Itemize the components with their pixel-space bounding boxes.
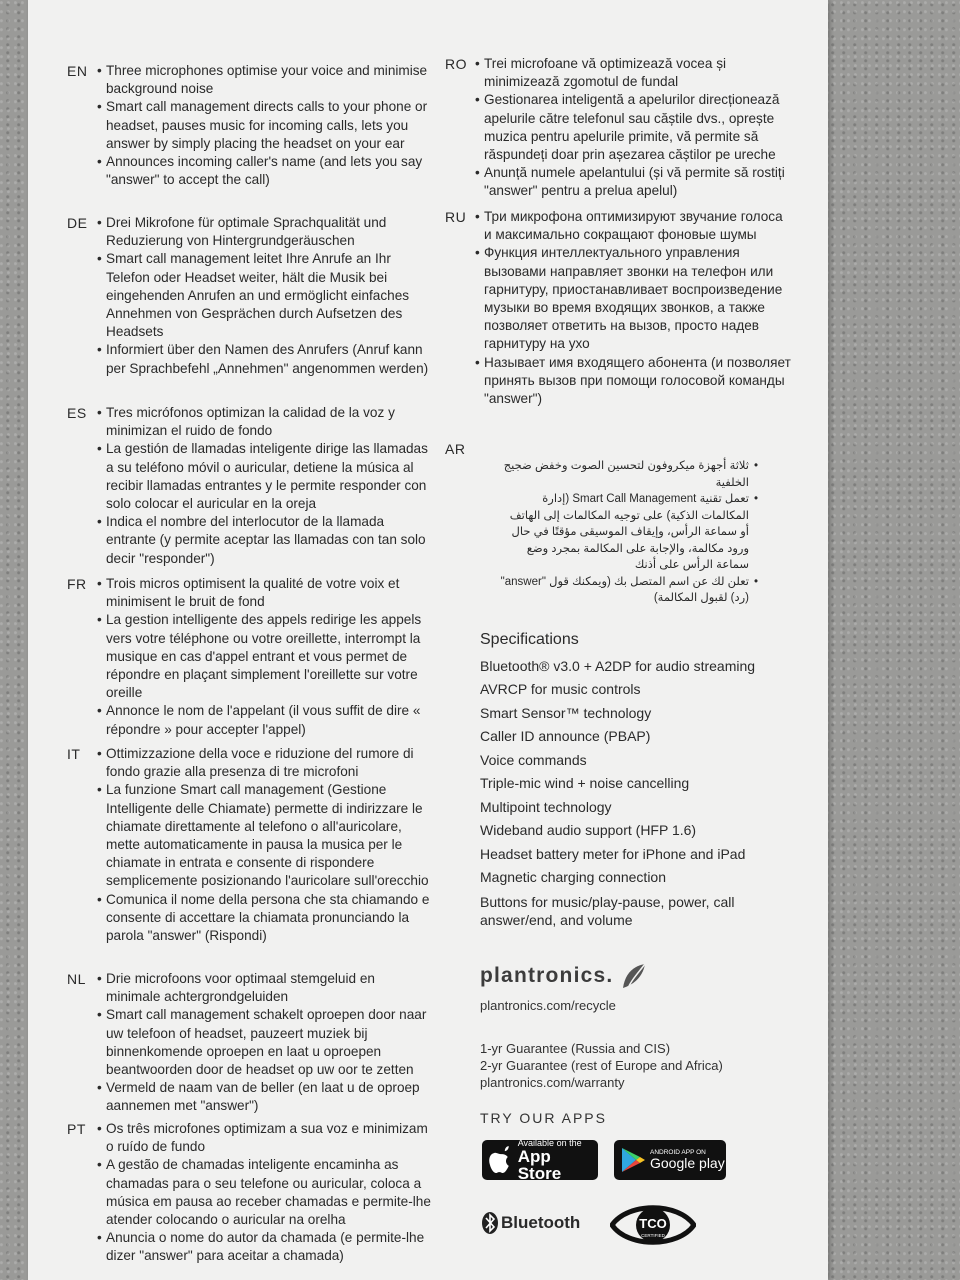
tco-certified-logo: [610, 1200, 696, 1250]
bullet-item: • Vermeld de naam van de beller (en laat u de oproep aannemen met "answer"): [97, 1079, 433, 1115]
bullet-item: • Indica el nombre del interlocutor de la llamada entrante (y permite aceptar las llamadas con tan solo decir "responder"): [97, 513, 433, 568]
bullet-item: • Tres micrófonos optimizan la calidad de la voz y minimizan el ruido de fondo: [97, 404, 433, 440]
gplay-big-text: Google play: [650, 1154, 725, 1171]
bullet-list: [475, 55, 791, 201]
bullet-item: • La gestión de llamadas inteligente dirige las llamadas a su teléfono móvil o auricular, detiene la música al recibir llamadas entrantes y le permite responder con solo colocar el auricular en la oreja: [97, 440, 433, 513]
bullet-list: [97, 62, 433, 189]
bullet-item: • Comunica il nome della persona che sta chiamando e consente di accettare la chiamata pronunciando la parola "answer" (Rispondi): [97, 891, 433, 946]
lang-code: ES: [67, 405, 87, 421]
lang-code: RO: [445, 56, 467, 72]
lang-code: IT: [67, 746, 81, 762]
arabic-bullets: [498, 458, 758, 607]
bluetooth-text: Bluetooth: [501, 1213, 581, 1232]
bullet-item: • Smart call management directs calls to your phone or headset, pauses music for incoming calls, lets you answer by simply placing the headset on your ear: [97, 98, 433, 153]
lang-code: AR: [445, 441, 466, 457]
leaf-icon: [619, 962, 649, 990]
appstore-big-text: App Store: [517, 1146, 562, 1183]
bullet-item: • Ottimizzazione della voce e riduzione del rumore di fondo grazie alla presenza di tre microfoni: [97, 745, 433, 781]
bullet-item: • Os três microfones optimizam a sua voz e minimizam o ruído de fundo: [97, 1120, 433, 1156]
guarantee-europe: 2-yr Guarantee (rest of Europe and Africa): [480, 1058, 723, 1073]
bluetooth-logo: [482, 1212, 580, 1234]
spec-item: AVRCP for music controls: [480, 681, 641, 697]
bullet-item: • Функция интеллектуального управления вызовами направляет звонки на телефон или гарнитуру, приостанавливает воспроизведение музыки во время входящих звонков, а также позволяет ответить на вызов, просто надев гарнитуру на ухо: [475, 244, 791, 353]
lang-code: FR: [67, 576, 87, 592]
spec-item: Bluetooth® v3.0 + A2DP for audio streaming: [480, 657, 756, 674]
warranty-url: plantronics.com/warranty: [480, 1075, 625, 1090]
appstore-small-text: Available on the: [517, 1137, 582, 1148]
bullet-item: • Three microphones optimise your voice and minimise background noise: [97, 62, 433, 98]
bullet-item: • Announces incoming caller's name (and lets you say "answer" to accept the call): [97, 153, 433, 189]
bullet-list: [97, 745, 433, 945]
specifications: [480, 628, 800, 929]
bullet-item: • La funzione Smart call management (Gestione Intelligente delle Chiamate) permette di indirizzare le chiamate direttamente al telefono o all'auricolare, mette automaticamente in pausa la musica per le chiamate in entrata e consente di rispondere semplicemente posizionando l'auricolare sull'orecchio: [97, 781, 433, 890]
app-store-badge[interactable]: [482, 1137, 598, 1183]
recycle-url: plantronics.com/recycle: [480, 998, 616, 1013]
google-play-badge[interactable]: [614, 1140, 726, 1180]
bullet-item: • Trois micros optimisent la qualité de votre voix et minimisent le bruit de fond: [97, 575, 433, 611]
lang-code: EN: [67, 63, 88, 79]
bullet-item: • Anunță numele apelantului (și vă permite să rostiți "answer" pentru a prelua apelul): [475, 164, 791, 200]
bullet-list: [97, 970, 433, 1116]
bullet-list: [475, 208, 791, 408]
bullet-item: • Anuncia o nome do autor da chamada (e permite-lhe dizer "answer" para aceitar a chamada): [97, 1229, 433, 1265]
guarantee-russia: 1-yr Guarantee (Russia and CIS): [480, 1041, 671, 1056]
lang-code: NL: [67, 971, 86, 987]
arabic-bullet-item: • تعلن لك عن اسم المتصل بك (ويمكنك قول "answer" (رد) لقبول المكالمة): [498, 574, 758, 607]
specs-title: Specifications: [480, 631, 579, 648]
package-back-panel: [28, 0, 828, 1280]
spec-item: Magnetic charging connection: [480, 869, 667, 885]
arabic-bullet-item: • ثلاثة أجهزة ميكروفون لتحسين الصوت وخفض ضجيج الخلفية: [498, 458, 758, 491]
lang-code: DE: [67, 215, 88, 231]
bullet-item: • Trei microfoane vă optimizează vocea și minimizează zgomotul de fundal: [475, 55, 791, 91]
bullet-item: • Smart call management leitet Ihre Anrufe an Ihr Telefon oder Headset weiter, hält die Musik bei eingehenden Anrufen an und ermöglicht einfaches Annehmen von Gesprächen durch Aufsetzen des Headsets: [97, 250, 433, 341]
gplay-small-text: ANDROID APP ON: [650, 1148, 706, 1156]
bullet-list: [97, 575, 433, 739]
bullet-item: • Называет имя входящего абонента (и позволяет принять вызов при помощи голосовой команды "answer"): [475, 354, 791, 409]
bullet-item: • Drie microfoons voor optimaal stemgeluid en minimale achtergrondgeluiden: [97, 970, 433, 1006]
bullet-item: • A gestão de chamadas inteligente encaminha as chamadas para o seu telefone ou auricular, coloca a música em pausa ao receber chamadas e permite-lhe atender colocando o auricular na orelha: [97, 1156, 433, 1229]
spec-item: Buttons for music/play-pause, power, call answer/end, and volume: [480, 893, 735, 928]
arabic-bullet-item: • تعمل تقنية Smart Call Management (إدارة المكالمات الذكية) على توجيه المكالمات إلى الهاتف أو سماعة الرأس، وإيقاف الموسيقى مؤقتًا في حال ورود مكالمة، والإجابة على المكالمة بمجرد وضع سماعة الرأس على أذنك: [498, 491, 758, 574]
bullet-item: • Annonce le nom de l'appelant (il vous suffit de dire « répondre » pour accepter l'appel): [97, 702, 433, 738]
bluetooth-icon: [482, 1212, 498, 1234]
plantronics-logo: [480, 962, 649, 990]
bullet-list: [97, 214, 433, 378]
bullet-item: • La gestion intelligente des appels redirige les appels vers votre téléphone ou votre oreillette, interrompt la musique en cas d'appel entrant et vous permet de répondre en plaçant simplement l'oreillette sur votre oreille: [97, 611, 433, 702]
spec-item: Smart Sensor™ technology: [480, 704, 652, 721]
brand-name: plantronics.: [480, 964, 614, 987]
bullet-item: • Три микрофона оптимизируют звучание голоса и максимально сокращают фоновые шумы: [475, 208, 791, 244]
bullet-item: • Smart call management schakelt oproepen door naar uw telefoon of headset, pauzeert muziek bij binnenkomende oproepen en laat u oproepen beantwoorden door de headset op uw oor te zetten: [97, 1006, 433, 1079]
specs-list: [480, 655, 800, 929]
lang-code: PT: [67, 1121, 86, 1137]
apple-icon: [488, 1145, 514, 1175]
bullet-list: [97, 404, 433, 568]
play-icon: [620, 1146, 646, 1174]
spec-item: Caller ID announce (PBAP): [480, 728, 651, 744]
spec-item: Multipoint technology: [480, 798, 612, 815]
spec-item: Voice commands: [480, 751, 587, 768]
lang-code: RU: [445, 209, 467, 225]
bullet-item: • Informiert über den Namen des Anrufers (Anruf kann per Sprachbefehl „Annehmen" angenommen werden): [97, 341, 433, 377]
spec-item: Wideband audio support (HFP 1.6): [480, 822, 697, 838]
spec-item: Headset battery meter for iPhone and iPad: [480, 845, 746, 862]
try-apps-heading: TRY OUR APPS: [480, 1110, 607, 1126]
bullet-item: • Gestionarea inteligentă a apelurilor direcționează apelurile către telefonul sau căștile dvs., oprește muzica pentru apelurile primite, vă permite să răspundeți doar prin așezarea căștilor pe ureche: [475, 91, 791, 164]
spec-item: Triple-mic wind + noise cancelling: [480, 775, 690, 791]
bullet-list: [97, 1120, 433, 1266]
tco-sub-text: CERTIFIED: [641, 1233, 665, 1238]
bullet-item: • Drei Mikrofone für optimale Sprachqualität und Reduzierung von Hintergrundgeräuschen: [97, 214, 433, 250]
tco-text: TCO: [639, 1216, 667, 1231]
